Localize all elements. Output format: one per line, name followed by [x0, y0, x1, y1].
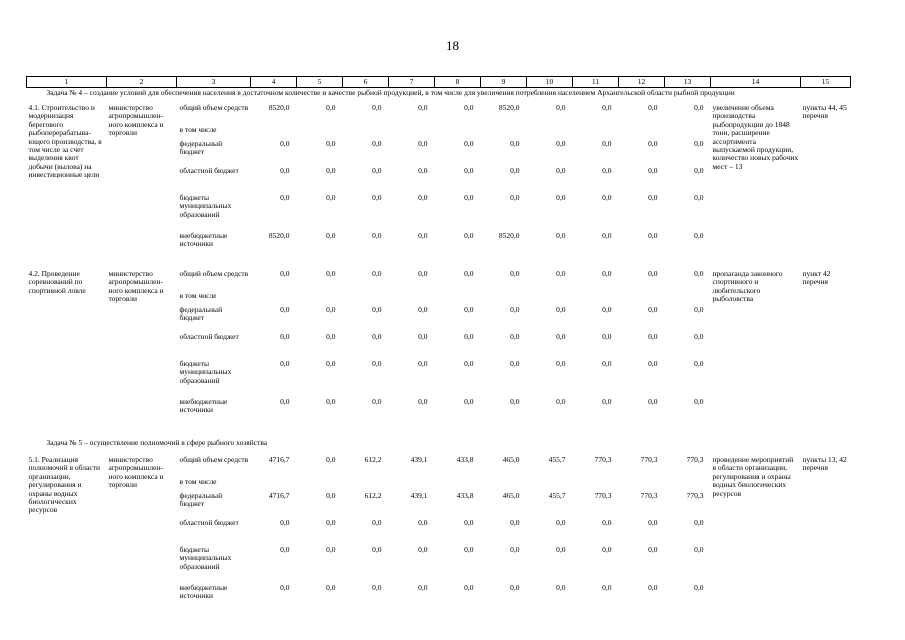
- spacer-row: [27, 258, 851, 270]
- funding-value: 0,0: [372, 584, 382, 592]
- funding-value: [251, 126, 297, 140]
- program-table: [26, 76, 851, 610]
- funding-value: 0,0: [280, 140, 290, 148]
- funding-value: [435, 292, 481, 306]
- funding-value: [527, 292, 573, 306]
- funding-value: 8520,0: [268, 104, 290, 112]
- funding-value: 0,0: [510, 306, 520, 314]
- funding-value: 0,0: [372, 519, 382, 527]
- funding-value: [435, 478, 481, 492]
- funding-source: областной бюджет: [179, 167, 239, 175]
- funding-value: 0,0: [602, 104, 612, 112]
- program-table-sheet: [26, 76, 850, 610]
- funding-value: [251, 478, 297, 492]
- measure-executor: министерство агропромышлен-ного комплекса и торговли: [108, 456, 164, 490]
- funding-value: 4716,7: [268, 456, 290, 464]
- funding-value: 0,0: [280, 333, 290, 341]
- funding-value: 455,7: [548, 456, 566, 464]
- funding-source: внебюджетные источники: [179, 398, 228, 415]
- task-title: Задача № 4 – создание условий для обеспечения населения в достаточном количестве и качестве рыбной продукцией, в том числе для увеличения потребления населением Архангельской области рыбной продукции: [46, 88, 735, 97]
- funding-value: [573, 292, 619, 306]
- funding-value: 770,3: [640, 492, 658, 500]
- funding-value: 0,0: [510, 360, 520, 368]
- funding-value: 0,0: [418, 333, 428, 341]
- funding-value: 0,0: [694, 398, 704, 406]
- column-number: 13: [665, 77, 711, 88]
- funding-source: общий объем средств: [179, 270, 249, 278]
- funding-value: 0,0: [510, 194, 520, 202]
- funding-value: 0,0: [648, 194, 658, 202]
- funding-value: [619, 478, 665, 492]
- funding-value: 0,0: [372, 333, 382, 341]
- funding-value: 439,1: [410, 492, 428, 500]
- funding-value: [481, 292, 527, 306]
- funding-value: 0,0: [372, 194, 382, 202]
- funding-value: 0,0: [694, 140, 704, 148]
- funding-value: 0,0: [372, 360, 382, 368]
- funding-value: [389, 126, 435, 140]
- funding-value: 0,0: [280, 194, 290, 202]
- funding-source: федеральный бюджет: [179, 306, 223, 323]
- funding-value: 0,0: [648, 519, 658, 527]
- funding-value: [573, 126, 619, 140]
- funding-value: 0,0: [280, 519, 290, 527]
- funding-value: 0,0: [280, 306, 290, 314]
- column-number: 14: [711, 77, 801, 88]
- funding-value: 0,0: [648, 232, 658, 240]
- funding-value: 0,0: [602, 333, 612, 341]
- column-number: 9: [481, 77, 527, 88]
- funding-value: 0,0: [280, 360, 290, 368]
- funding-value: 0,0: [326, 333, 336, 341]
- funding-value: 612,2: [364, 492, 382, 500]
- funding-value: [389, 292, 435, 306]
- funding-value: 0,0: [510, 584, 520, 592]
- funding-value: 0,0: [648, 360, 658, 368]
- funding-value: 0,0: [648, 306, 658, 314]
- funding-value: 0,0: [556, 398, 566, 406]
- funding-value: 0,0: [648, 104, 658, 112]
- funding-value: [435, 126, 481, 140]
- funding-value: 0,0: [418, 398, 428, 406]
- funding-value: 0,0: [326, 140, 336, 148]
- funding-value: 0,0: [648, 546, 658, 554]
- funding-value: 770,3: [594, 492, 612, 500]
- funding-value: 433,8: [456, 456, 474, 464]
- funding-row: [27, 104, 851, 126]
- column-number-row: [27, 77, 851, 88]
- funding-value: 0,0: [326, 167, 336, 175]
- funding-value: 0,0: [280, 270, 290, 278]
- spacer-cell: [27, 258, 851, 270]
- funding-value: 0,0: [280, 398, 290, 406]
- funding-value: 0,0: [280, 546, 290, 554]
- funding-source: в том числе: [179, 126, 217, 134]
- funding-value: [481, 478, 527, 492]
- measure-list-reference: пункты 13, 42 перечня: [802, 456, 847, 473]
- funding-value: 0,0: [694, 270, 704, 278]
- funding-value: 612,2: [364, 456, 382, 464]
- funding-value: [665, 292, 711, 306]
- funding-value: 0,0: [694, 104, 704, 112]
- funding-value: 0,0: [694, 306, 704, 314]
- funding-value: 0,0: [372, 140, 382, 148]
- funding-value: 0,0: [418, 270, 428, 278]
- funding-value: 465,0: [502, 456, 520, 464]
- funding-value: 0,0: [648, 140, 658, 148]
- column-number: 8: [435, 77, 481, 88]
- funding-value: 0,0: [556, 104, 566, 112]
- measure-list-reference: пункты 44, 45 перечня: [802, 104, 847, 121]
- funding-value: 0,0: [602, 584, 612, 592]
- funding-value: 0,0: [418, 306, 428, 314]
- funding-value: 0,0: [418, 546, 428, 554]
- column-number: 4: [251, 77, 297, 88]
- funding-value: [481, 126, 527, 140]
- funding-value: 0,0: [556, 232, 566, 240]
- funding-value: [297, 478, 343, 492]
- funding-value: 0,0: [326, 232, 336, 240]
- funding-value: 0,0: [556, 584, 566, 592]
- funding-source: областной бюджет: [179, 333, 239, 341]
- funding-value: 0,0: [464, 584, 474, 592]
- funding-value: 770,3: [686, 492, 704, 500]
- funding-value: 0,0: [510, 398, 520, 406]
- funding-value: 0,0: [372, 104, 382, 112]
- funding-value: 0,0: [556, 519, 566, 527]
- funding-value: 0,0: [602, 306, 612, 314]
- funding-value: 0,0: [326, 306, 336, 314]
- column-number: 2: [107, 77, 177, 88]
- funding-value: [665, 478, 711, 492]
- funding-value: 0,0: [602, 232, 612, 240]
- funding-value: 0,0: [464, 360, 474, 368]
- funding-value: 0,0: [464, 104, 474, 112]
- funding-value: 0,0: [464, 194, 474, 202]
- measure-result: увеличение объема производства рыбопродукции до 1848 тонн, расширение ассортимента выпускаемой продукции, количество новых рабочих мест – 13: [712, 104, 799, 171]
- funding-value: 0,0: [326, 519, 336, 527]
- funding-value: 439,1: [410, 456, 428, 464]
- funding-value: 0,0: [464, 398, 474, 406]
- funding-value: 0,0: [372, 398, 382, 406]
- funding-value: 0,0: [602, 140, 612, 148]
- funding-value: 0,0: [510, 546, 520, 554]
- funding-value: 0,0: [556, 167, 566, 175]
- column-number: 12: [619, 77, 665, 88]
- funding-value: 0,0: [372, 306, 382, 314]
- funding-source: в том числе: [179, 292, 217, 300]
- funding-source: областной бюджет: [179, 519, 239, 527]
- column-number: 6: [343, 77, 389, 88]
- funding-row: [27, 270, 851, 292]
- funding-value: 8520,0: [498, 104, 520, 112]
- funding-value: 0,0: [556, 333, 566, 341]
- funding-value: 433,8: [456, 492, 474, 500]
- measure-executor: министерство агропромышлен-ного комплекса и торговли: [108, 104, 164, 138]
- spacer-cell: [27, 424, 851, 438]
- funding-value: 0,0: [602, 360, 612, 368]
- funding-value: 4716,7: [268, 492, 290, 500]
- funding-value: 0,0: [556, 140, 566, 148]
- funding-value: [343, 292, 389, 306]
- funding-value: 0,0: [326, 270, 336, 278]
- measure-executor: министерство агропромышлен-ного комплекса и торговли: [108, 270, 164, 304]
- funding-value: 8520,0: [268, 232, 290, 240]
- funding-value: 770,3: [686, 456, 704, 464]
- funding-value: 0,0: [326, 104, 336, 112]
- column-number: 10: [527, 77, 573, 88]
- measure-result: проведение мероприятий в области организации, регулирования и охраны водных биологических ресурсов: [712, 456, 794, 498]
- funding-value: [619, 126, 665, 140]
- funding-value: 0,0: [556, 546, 566, 554]
- funding-value: 0,0: [602, 167, 612, 175]
- funding-value: 0,0: [418, 194, 428, 202]
- funding-value: 0,0: [418, 167, 428, 175]
- funding-value: 0,0: [602, 398, 612, 406]
- funding-value: 0,0: [372, 270, 382, 278]
- funding-value: 0,0: [694, 360, 704, 368]
- funding-value: 8520,0: [498, 232, 520, 240]
- funding-row: [27, 456, 851, 478]
- funding-source: общий объем средств: [179, 456, 249, 464]
- funding-value: 0,0: [694, 519, 704, 527]
- funding-value: 0,0: [602, 194, 612, 202]
- measure-list-reference: пункт 42 перечня: [802, 270, 831, 287]
- funding-value: 0,0: [648, 167, 658, 175]
- funding-value: [573, 478, 619, 492]
- column-number: 15: [801, 77, 851, 88]
- funding-value: 0,0: [372, 546, 382, 554]
- funding-source: федеральный бюджет: [179, 140, 223, 157]
- funding-value: [619, 292, 665, 306]
- funding-value: 0,0: [464, 333, 474, 341]
- funding-value: 0,0: [326, 194, 336, 202]
- funding-value: [251, 292, 297, 306]
- funding-value: 0,0: [464, 306, 474, 314]
- funding-value: 0,0: [694, 333, 704, 341]
- funding-value: 0,0: [326, 360, 336, 368]
- funding-value: 770,3: [594, 456, 612, 464]
- funding-value: 0,0: [510, 140, 520, 148]
- funding-value: 0,0: [510, 270, 520, 278]
- funding-value: 0,0: [464, 546, 474, 554]
- funding-value: 0,0: [464, 167, 474, 175]
- funding-source: федеральный бюджет: [179, 492, 223, 509]
- funding-value: 0,0: [602, 519, 612, 527]
- funding-value: 465,0: [502, 492, 520, 500]
- measure-result: пропаганда законного спортивного и любительского рыболовства: [712, 270, 783, 304]
- funding-value: [343, 126, 389, 140]
- funding-value: [527, 126, 573, 140]
- funding-value: 0,0: [556, 306, 566, 314]
- spacer-row: [27, 424, 851, 438]
- funding-value: 0,0: [464, 140, 474, 148]
- funding-value: 0,0: [280, 584, 290, 592]
- funding-value: 0,0: [556, 270, 566, 278]
- funding-value: 0,0: [510, 519, 520, 527]
- funding-value: 0,0: [464, 519, 474, 527]
- funding-value: 0,0: [556, 194, 566, 202]
- funding-value: [297, 126, 343, 140]
- funding-value: 0,0: [694, 546, 704, 554]
- funding-value: 0,0: [418, 140, 428, 148]
- page-number: 18: [446, 38, 459, 53]
- task-heading-row: [27, 438, 851, 450]
- funding-value: 0,0: [280, 167, 290, 175]
- funding-value: 0,0: [326, 492, 336, 500]
- funding-source: в том числе: [179, 478, 217, 486]
- column-number: 3: [177, 77, 251, 88]
- funding-value: 0,0: [648, 270, 658, 278]
- column-number: 5: [297, 77, 343, 88]
- funding-source: внебюджетные источники: [179, 232, 228, 249]
- funding-value: 0,0: [372, 167, 382, 175]
- funding-value: 0,0: [510, 167, 520, 175]
- funding-value: 0,0: [326, 456, 336, 464]
- funding-value: [389, 478, 435, 492]
- funding-value: [527, 478, 573, 492]
- funding-value: 0,0: [326, 584, 336, 592]
- funding-value: [665, 126, 711, 140]
- funding-value: 0,0: [326, 398, 336, 406]
- funding-value: 0,0: [418, 104, 428, 112]
- funding-value: 0,0: [464, 232, 474, 240]
- funding-source: бюджеты муниципальных образований: [179, 546, 232, 571]
- funding-source: бюджеты муниципальных образований: [179, 360, 232, 385]
- funding-value: 0,0: [372, 232, 382, 240]
- funding-value: 0,0: [694, 232, 704, 240]
- funding-value: [297, 292, 343, 306]
- funding-value: 0,0: [418, 584, 428, 592]
- funding-value: 0,0: [648, 333, 658, 341]
- funding-value: 0,0: [694, 167, 704, 175]
- funding-value: 0,0: [510, 333, 520, 341]
- funding-value: 0,0: [418, 232, 428, 240]
- funding-source: общий объем средств: [179, 104, 249, 112]
- task-heading-row: [27, 88, 851, 101]
- funding-source: внебюджетные источники: [179, 584, 228, 601]
- funding-value: 0,0: [694, 584, 704, 592]
- task-title: Задача № 5 – осуществление полномочий в сфере рыбного хозяйства: [46, 438, 268, 447]
- funding-value: 0,0: [694, 194, 704, 202]
- measure-name: 4.1. Строительство и модернизация берегового рыбоперерабатыва-ющего производства, в том числе за счет выделения квот добычи (вылова) на инвестиционные цели: [28, 104, 102, 180]
- measure-name: 5.1. Реализация полномочий в области организации, регулирования и охраны водных биологических ресурсов: [28, 456, 100, 515]
- funding-value: 0,0: [648, 398, 658, 406]
- column-number: 11: [573, 77, 619, 88]
- funding-source: бюджеты муниципальных образований: [179, 194, 232, 219]
- funding-value: 0,0: [418, 519, 428, 527]
- funding-value: 770,3: [640, 456, 658, 464]
- funding-value: 455,7: [548, 492, 566, 500]
- funding-value: 0,0: [326, 546, 336, 554]
- column-number: 7: [389, 77, 435, 88]
- funding-value: 0,0: [648, 584, 658, 592]
- funding-value: 0,0: [602, 546, 612, 554]
- measure-name: 4.2. Проведение соревнований по спортивной ловле: [28, 270, 86, 295]
- funding-value: 0,0: [602, 270, 612, 278]
- column-number: 1: [27, 77, 107, 88]
- funding-value: 0,0: [418, 360, 428, 368]
- funding-value: 0,0: [556, 360, 566, 368]
- funding-value: 0,0: [464, 270, 474, 278]
- funding-value: [343, 478, 389, 492]
